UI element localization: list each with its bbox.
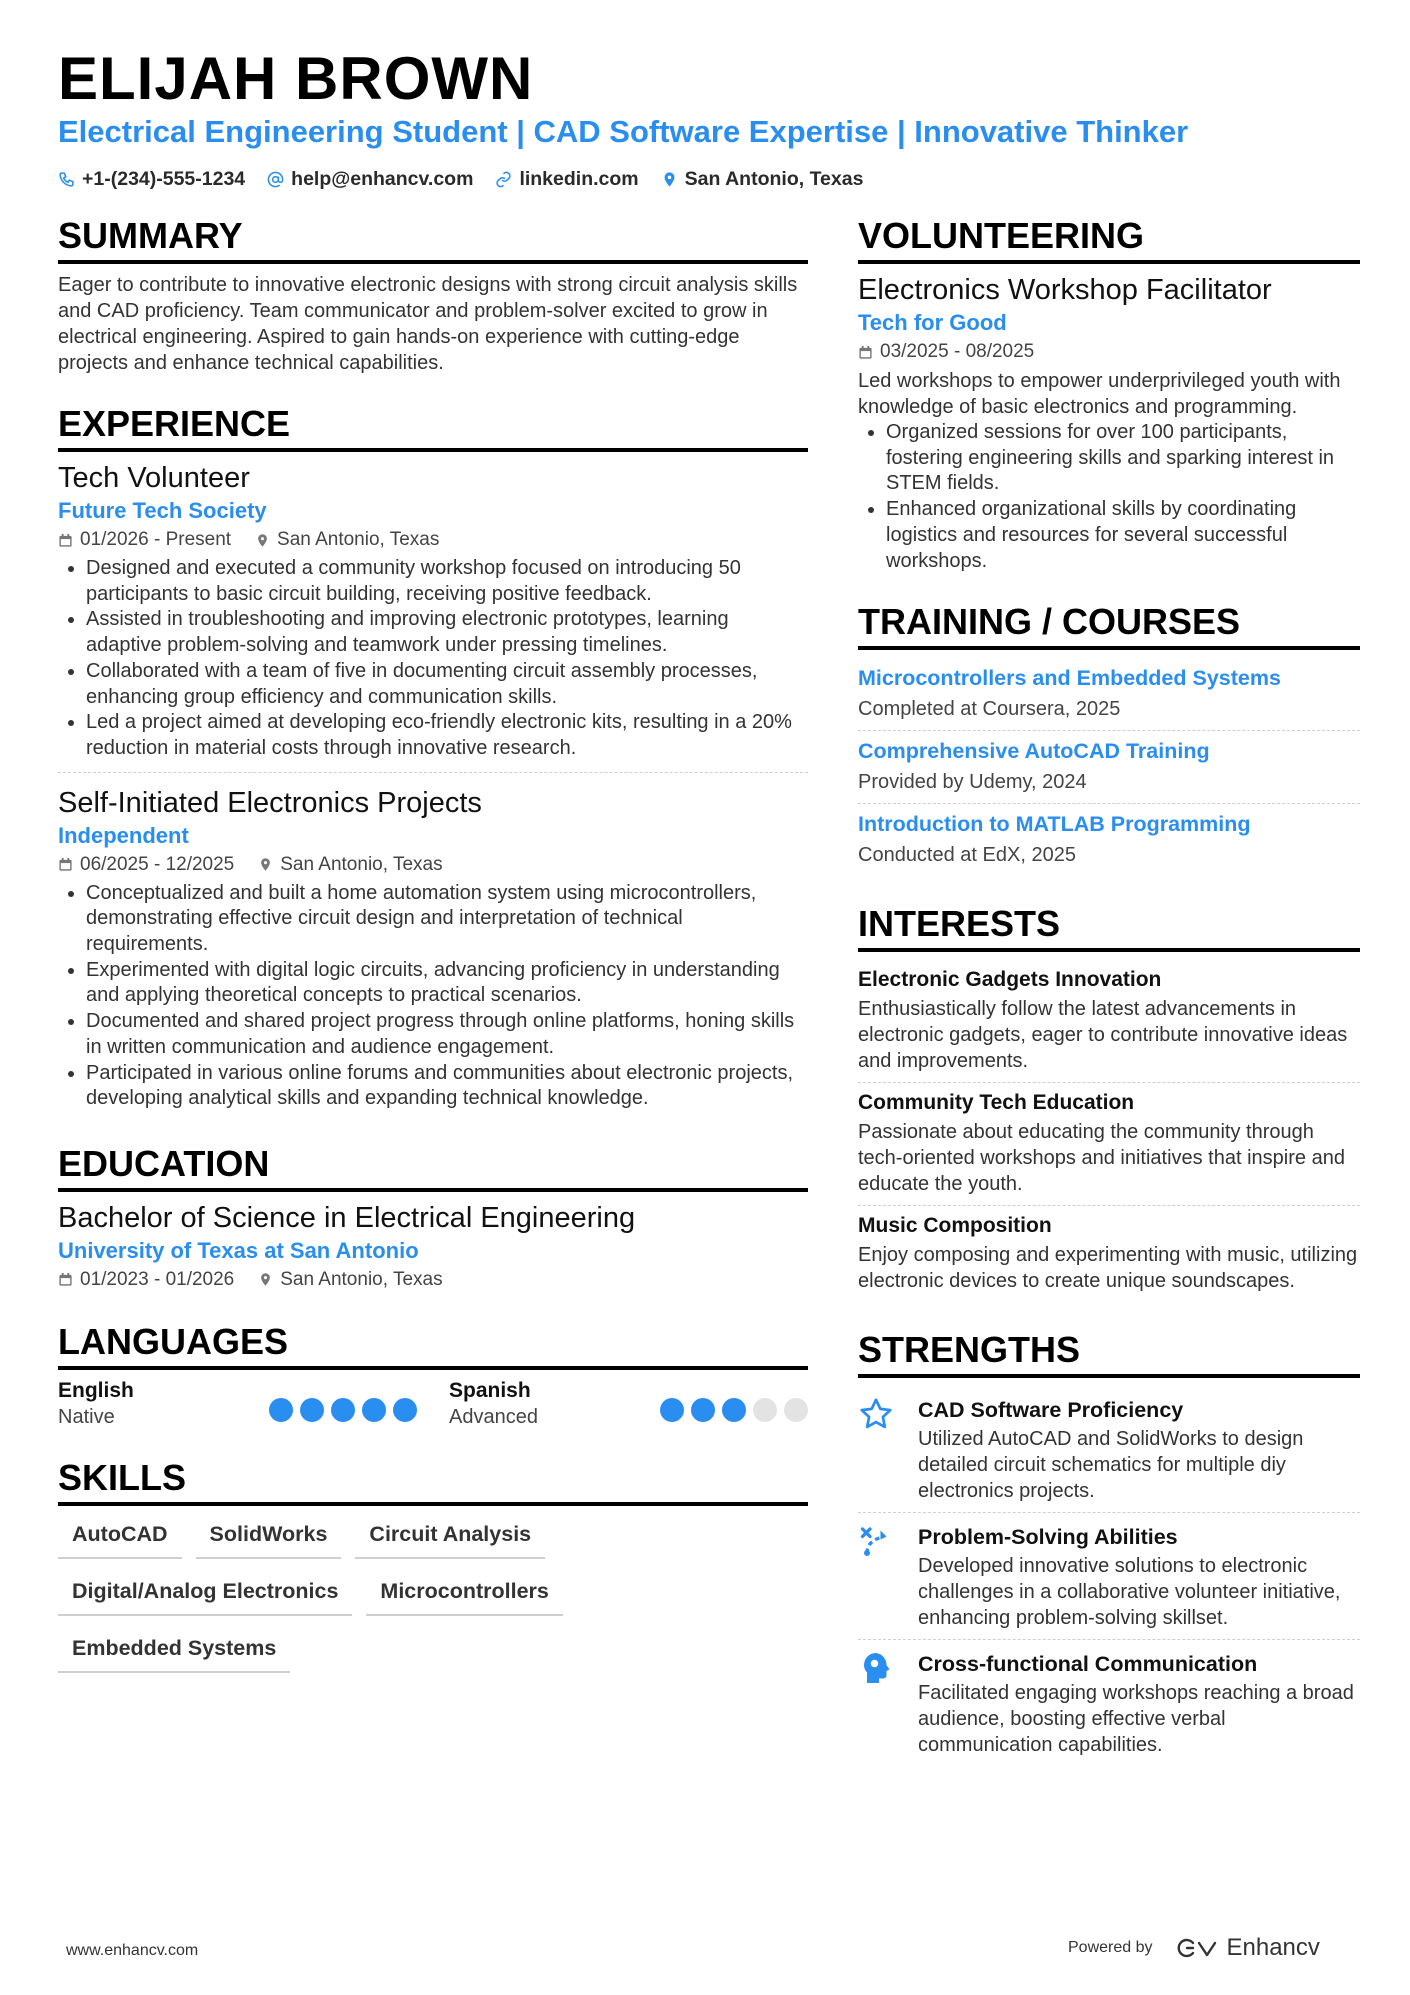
- summary-heading: SUMMARY: [58, 214, 808, 264]
- volunteering-heading: VOLUNTEERING: [858, 214, 1360, 264]
- phone-icon: [58, 171, 75, 188]
- brand-name: Enhancv: [1226, 1934, 1320, 1961]
- course-provider: Conducted at EdX, 2025: [858, 844, 1076, 867]
- strength-text: Developed innovative solutions to electronic challenges in a collaborative volunteer initiative, enhancing problem-solving skillset.: [918, 1555, 1341, 1630]
- education-section: [58, 1142, 808, 1294]
- course-title: Comprehensive AutoCAD Training: [858, 739, 1210, 764]
- education-meta: [58, 1266, 808, 1294]
- job-dates: [58, 526, 231, 554]
- job-title: Tech Volunteer: [58, 462, 250, 494]
- job-location-text: San Antonio, Texas: [280, 853, 443, 875]
- job-location: [258, 851, 442, 879]
- rating-dot: [269, 1398, 293, 1422]
- company-name: Independent: [58, 822, 189, 848]
- experience-heading: EXPERIENCE: [58, 402, 808, 452]
- map-pin-icon: [258, 1272, 273, 1287]
- course-provider: Completed at Coursera, 2025: [858, 698, 1121, 721]
- job-bullet: • Collaborated with a team of five in documenting circuit assembly processes, enhancing group efficiency and communication skills.: [86, 659, 808, 710]
- job-bullets: [58, 556, 808, 762]
- map-pin-icon: [661, 171, 678, 188]
- job-bullets: [58, 881, 808, 1112]
- languages-heading: LANGUAGES: [58, 1320, 808, 1370]
- strength-title: Problem-Solving Abilities: [918, 1525, 1178, 1550]
- job-location: [255, 526, 439, 554]
- course-item: [858, 658, 1360, 731]
- experience-entry: [58, 785, 808, 1122]
- degree-title: Bachelor of Science in Electrical Engineering: [58, 1201, 636, 1234]
- language-level: Advanced: [449, 1405, 538, 1428]
- language-name: English: [58, 1378, 134, 1402]
- job-title: Self-Initiated Electronics Projects: [58, 786, 482, 819]
- calendar-icon: [58, 857, 73, 872]
- rating-dot: [753, 1398, 777, 1422]
- strength-item: [858, 1640, 1360, 1766]
- rating-dot: [691, 1398, 715, 1422]
- route-icon: [858, 1521, 900, 1631]
- interest-title: Electronic Gadgets Innovation: [858, 968, 1162, 992]
- skills-heading: SKILLS: [58, 1456, 808, 1506]
- volunteer-role: Electronics Workshop Facilitator: [858, 274, 1272, 306]
- volunteer-dates: [858, 338, 1034, 366]
- job-dates-text: 06/2025 - 12/2025: [80, 853, 235, 875]
- company-name: Future Tech Society: [58, 498, 267, 523]
- at-icon: [267, 171, 284, 188]
- job-bullet: • Conceptualized and built a home automation system using microcontrollers, demonstrating effective circuit design and interpretation of technical requirements.: [86, 881, 808, 958]
- language-name: Spanish: [449, 1378, 531, 1402]
- contact-email-text: help@enhancv.com: [291, 168, 474, 190]
- candidate-name: ELIJAH BROWN: [58, 45, 534, 112]
- skill-tag: Digital/Analog Electronics: [58, 1579, 352, 1616]
- summary-text: Eager to contribute to innovative electronic designs with strong circuit analysis skills and CAD proficiency. Team communicator and problem-solver excited to grow in electrical engineering. Aspired to gain hands-on experience with cutting-edge projects and enhance technical capabilities.: [58, 274, 798, 374]
- volunteer-meta: [858, 338, 1360, 366]
- languages-section: [58, 1320, 808, 1430]
- skills-section: [58, 1456, 808, 1673]
- education-dates: [58, 1266, 234, 1294]
- strength-title: CAD Software Proficiency: [918, 1398, 1184, 1423]
- job-bullet: • Experimented with digital logic circuits, advancing proficiency in understanding and applying theoretical concepts to practical scenarios.: [86, 958, 808, 1009]
- skill-tag: Embedded Systems: [58, 1636, 290, 1673]
- interest-title: Music Composition: [858, 1214, 1052, 1238]
- language-item: [449, 1378, 808, 1430]
- strength-text: Facilitated engaging workshops reaching a broad audience, boosting effective verbal communication capabilities.: [918, 1682, 1354, 1757]
- strength-text: Utilized AutoCAD and SolidWorks to design detailed circuit schematics for multiple diy electronics projects.: [918, 1428, 1304, 1503]
- school-name: University of Texas at San Antonio: [58, 1237, 419, 1263]
- volunteer-dates-text: 03/2025 - 08/2025: [880, 341, 1035, 362]
- job-bullet: • Designed and executed a community workshop focused on introducing 50 participants to basic circuit building, receiving positive feedback.: [86, 556, 808, 607]
- skill-tag: Microcontrollers: [366, 1579, 562, 1616]
- strength-item: [858, 1513, 1360, 1640]
- footer-branding: [1068, 1934, 1320, 1962]
- course-provider: Provided by Udemy, 2024: [858, 771, 1087, 794]
- calendar-icon: [858, 345, 873, 360]
- skills-list: [58, 1522, 658, 1673]
- volunteer-bullet: • Organized sessions for over 100 participants, fostering engineering skills and sparking interest in STEM fields.: [886, 420, 1360, 497]
- interest-item: [858, 960, 1360, 1083]
- training-section: [858, 600, 1360, 876]
- brand-logo[interactable]: [1173, 1934, 1320, 1962]
- head-icon: [858, 1648, 900, 1758]
- footer-website[interactable]: www.enhancv.com: [66, 1942, 199, 1959]
- rating-dot: [362, 1398, 386, 1422]
- contact-phone-text: +1-(234)-555-1234: [82, 168, 246, 190]
- education-location: [258, 1266, 442, 1294]
- left-column: [58, 214, 808, 1699]
- course-item: [858, 804, 1360, 876]
- strengths-section: [858, 1328, 1360, 1766]
- interest-text: Enthusiastically follow the latest advancements in electronic gadgets, eager to contribute innovative ideas and improvements.: [858, 998, 1348, 1073]
- volunteering-section: [858, 214, 1360, 574]
- job-bullet: • Assisted in troubleshooting and improving electronic prototypes, learning adaptive problem-solving and teamwork under pressing timelines.: [86, 607, 808, 658]
- enhancv-logo-icon: [1173, 1937, 1219, 1959]
- experience-entry: [58, 460, 808, 773]
- education-heading: EDUCATION: [58, 1142, 808, 1192]
- contact-phone[interactable]: [58, 168, 245, 191]
- rating-dot: [784, 1398, 808, 1422]
- map-pin-icon: [255, 533, 270, 548]
- skill-tag: SolidWorks: [196, 1522, 342, 1559]
- contact-email[interactable]: [267, 168, 473, 191]
- interest-item: [858, 1083, 1360, 1206]
- contact-bar: [58, 168, 863, 191]
- job-bullet: • Documented and shared project progress through online platforms, honing skills in written communication and audience engagement.: [86, 1009, 808, 1060]
- link-icon: [495, 171, 512, 188]
- language-item: [58, 1378, 417, 1430]
- interest-text: Passionate about educating the community through tech-oriented workshops and initiatives that inspire and educate the youth.: [858, 1121, 1345, 1196]
- rating-dot: [331, 1398, 355, 1422]
- star-icon: [858, 1394, 900, 1504]
- volunteer-bullets: [858, 420, 1360, 574]
- volunteer-org: Tech for Good: [858, 310, 1007, 335]
- strength-title: Cross-functional Communication: [918, 1652, 1258, 1677]
- strengths-heading: STRENGTHS: [858, 1328, 1360, 1378]
- powered-by-label: Powered by: [1068, 1939, 1153, 1956]
- language-rating: [269, 1390, 417, 1430]
- contact-location: [661, 168, 864, 191]
- calendar-icon: [58, 533, 73, 548]
- interests-heading: INTERESTS: [858, 902, 1360, 952]
- contact-location-text: San Antonio, Texas: [684, 168, 864, 190]
- rating-dot: [660, 1398, 684, 1422]
- language-level: Native: [58, 1405, 115, 1428]
- map-pin-icon: [258, 857, 273, 872]
- education-location-text: San Antonio, Texas: [280, 1268, 443, 1290]
- job-dates: [58, 851, 234, 879]
- course-item: [858, 731, 1360, 804]
- course-title: Introduction to MATLAB Programming: [858, 812, 1251, 837]
- course-title: Microcontrollers and Embedded Systems: [858, 666, 1281, 691]
- experience-section: [58, 402, 808, 1122]
- right-column: [858, 214, 1360, 1792]
- contact-linkedin-text: linkedin.com: [519, 168, 639, 190]
- job-bullet: • Led a project aimed at developing eco-friendly electronic kits, resulting in a 20% reduction in material costs through innovative research.: [86, 710, 808, 761]
- job-meta: [58, 526, 808, 554]
- job-bullet: • Participated in various online forums and communities about electronic projects, developing analytical skills and expanding technical knowledge.: [86, 1061, 808, 1112]
- rating-dot: [722, 1398, 746, 1422]
- job-dates-text: 01/2026 - Present: [80, 529, 232, 550]
- summary-section: [58, 214, 808, 376]
- languages-list: [58, 1378, 808, 1430]
- education-dates-text: 01/2023 - 01/2026: [80, 1268, 235, 1290]
- interests-section: [858, 902, 1360, 1302]
- rating-dot: [393, 1398, 417, 1422]
- interest-item: [858, 1206, 1360, 1302]
- skill-tag: AutoCAD: [58, 1522, 182, 1559]
- interest-text: Enjoy composing and experimenting with music, utilizing electronic devices to create unique soundscapes.: [858, 1244, 1358, 1293]
- job-location-text: San Antonio, Texas: [277, 529, 440, 550]
- training-heading: TRAINING / COURSES: [858, 600, 1360, 650]
- contact-linkedin[interactable]: [495, 168, 638, 191]
- job-meta: [58, 851, 808, 879]
- candidate-headline: Electrical Engineering Student | CAD Software Expertise | Innovative Thinker: [58, 114, 1189, 149]
- volunteer-description: Led workshops to empower underprivileged youth with knowledge of basic electronics and programming.: [858, 370, 1341, 418]
- skill-tag: Circuit Analysis: [355, 1522, 545, 1559]
- strength-item: [858, 1386, 1360, 1513]
- calendar-icon: [58, 1272, 73, 1287]
- language-rating: [660, 1390, 808, 1430]
- volunteer-bullet: • Enhanced organizational skills by coordinating logistics and resources for several successful workshops.: [886, 497, 1360, 574]
- rating-dot: [300, 1398, 324, 1422]
- interest-title: Community Tech Education: [858, 1091, 1135, 1115]
